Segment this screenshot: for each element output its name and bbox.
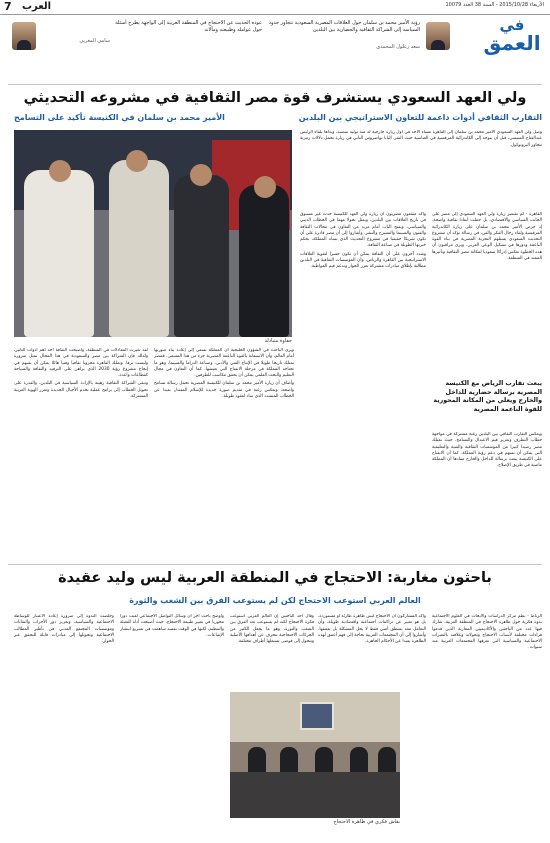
section-title-line2: العمق bbox=[483, 31, 541, 55]
paragraph: وقال أحد الباحثين إن العالم العربي استوعب فكرة الاحتجاج لكنه لم يستوعب بعد الفرق بين الشغب والثورة، وهو ما يجعل الكثير من الحركات الاحتجاجية تنحرف عن أهدافها الأصلية وتتحول إلى فوضى تستغلها أطراف مختلفة. bbox=[230, 614, 314, 645]
paragraph: وخلصت الندوة إلى ضرورة إعادة الاعتبار للوساطة الاجتماعية والسياسية، وتعزيز دور الأحزاب والنقابات ومؤسسات المجتمع المدني في تأطير المطالب الاجتماعية وتحويلها إلى مبادرات قابلة للتحقق عبر الحوار. bbox=[14, 614, 114, 645]
subhead-right: التقارب الثقافي أدوات داعمة للتعاون الاستراتيجي بين البلدين bbox=[298, 113, 542, 122]
author-byline: سعد زغلول المحمدي bbox=[376, 44, 420, 50]
paragraph: الرباط - نظم مركز الدراسات والأبحاث في العلوم الاجتماعية ندوة فكرية حول ظاهرة الاحتجاج في المنطقة العربية، شارك فيها عدد من الباحثين والأكاديميين المغاربة الذين قدموا قراءات مختلفة لأسباب الاحتجاج وتحولاته وعلاقته بالتغيرات الاجتماعية والسياسية التي تعرفها المجتمعات العربية منذ سنوات. bbox=[432, 614, 542, 651]
divider bbox=[8, 84, 542, 85]
photo-caption: حفاوة متبادلة bbox=[264, 338, 292, 344]
story-subheads bbox=[8, 113, 542, 127]
newspaper-logo: العرب bbox=[22, 1, 52, 12]
photo-caption: نقاش فكري في ظاهرة الاحتجاج bbox=[333, 819, 400, 825]
story-photo bbox=[14, 130, 292, 337]
author-portrait bbox=[12, 22, 36, 50]
teaser-text: رؤية الأمير محمد بن سلمان حول العلاقات المصرية السعودية تتجاوز حدود السياسة إلى الشراكة الثقافية والحضارية بين البلدين bbox=[268, 20, 420, 34]
paragraph: القاهرة - لم تقتصر زيارة ولي العهد السعودي إلى مصر على الجانب السياسي والاقتصادي، بل حملت أبعادا ثقافية واضحة، إذ حرص الأمير محمد بن سلمان على زيارة الكاتدرائية المرقسية ولقاء رجال الفكر والفن، في رسالة تؤكد أن مشروع التحديث السعودي يستلهم التجربة المصرية في بناء القوة الناعمة ودورها في تشكيل الوعي العربي. ويرى مراقبون أن هذه الخطوة تعكس إدراكا سعوديا لمكانة مصر الثقافية وتأثيرها الممتد في المنطقة. bbox=[432, 212, 542, 262]
article-column bbox=[14, 348, 148, 560]
article-column bbox=[154, 348, 294, 560]
paragraph: وأكد مثقفون مصريون أن زيارة ولي العهد للكنيسة حدث غير مسبوق في تاريخ العلاقات بين البلدين، ويمثل تحولا مهما في الخطاب الديني والسياسي، ويفتح الباب أمام مزيد من التعاون في مجالات الثقافة والفنون والسينما والمسرح والنشر. وأشاروا إلى أن مصر قادرة على أن تكون شريكا حقيقيا في مشروع التحديث الذي تتبناه المملكة، بحكم خبرتها الطويلة في صناعة الثقافة. bbox=[300, 212, 426, 249]
story-subhead: العالم العربي استوعب الاحتجاج لكن لم يستوعب الفرق بين الشغب والثورة bbox=[129, 596, 421, 605]
section-title-line1: في bbox=[499, 16, 525, 34]
article-column bbox=[230, 614, 314, 688]
paragraph: ويعكس التقارب الثقافي بين البلدين رغبة مشتركة في مواجهة خطاب التطرف وتعزيز قيم الاعتدال والتسامح، حيث تمتلك مصر رصيدا كبيرا من المؤسسات الثقافية والفنية والتعليمية التي يمكن أن تسهم في دعم رؤية المملكة. كما أن الانفتاح على الكنيسة يبعث برسالة للداخل والخارج مفادها أن المملكة ماضية في طريق الإصلاح. bbox=[432, 432, 542, 469]
story-headline: ولي العهد السعودي يستشرف قوة مصر الثقافية في مشروعه التحديثي bbox=[23, 90, 527, 106]
article-column bbox=[300, 212, 426, 560]
paragraph: وتبقى الشراكة الثقافية رهينة بالإرادة السياسية في البلدين، والقدرة على تحويل الخطاب إلى برامج عملية تخدم الأجيال الجديدة وتعزز الهوية العربية المشتركة. bbox=[14, 381, 148, 400]
author-byline: سامي المغربي bbox=[79, 38, 110, 44]
paragraph: وأكد المشاركون أن الاحتجاج ليس ظاهرة طارئة أو مستوردة، بل هو تعبير عن تراكمات اجتماعية واقتصادية طويلة، وأن التعامل معه بمنطق أمني فقط لا يحل المشكلة بل يعمقها. وأشاروا إلى أن المجتمعات العربية بحاجة إلى فهم أعمق لهذه الظاهرة بعيدا عن الأحكام الجاهزة. bbox=[318, 614, 426, 645]
page-header-bar bbox=[0, 0, 550, 15]
article-column bbox=[318, 614, 426, 688]
article-column bbox=[432, 614, 542, 836]
article-column bbox=[14, 614, 114, 836]
story-lede: وصل ولي العهد السعودي الأمير محمد بن سلمان إلى القاهرة مساء الأحد في أول زيارة خارجية له منذ توليه منصبه، وبدأها بلقاء الرئيس عبدالفتاح السيسي، قبل أن يتوجه إلى الكاتدرائية المرقسية في العباسية حيث التقى البابا تواضروس الثاني في زيارة تحمل دلالات رمزية تتجاوز البروتوكول. bbox=[300, 130, 542, 148]
section-title bbox=[482, 18, 542, 53]
paragraph: ويرى الباحث في الشؤون الخليجية أن المملكة تسعى إلى إعادة بناء صورتها أمام العالم، وأن الاستعانة بالقوة الناعمة المصرية جزء من هذا المسعى. فمصر تمتلك تاريخا طويلا في الإنتاج الفني والأدبي، وصناعة الدراما والسينما، وهو ما تحتاجه المملكة في مرحلة الانفتاح التي تعيشها. كما أن التعاون في مجال التعليم والبحث العلمي يمكن أن يحقق مكاسب للطرفين. bbox=[154, 348, 294, 379]
paragraph: وشدد آخرون على أن الثقافة يمكن أن تكون جسرا لتقوية العلاقات الاستراتيجية بين القاهرة والرياض، وأن المؤسسات الثقافية في البلدين مطالبة بإطلاق مبادرات مشتركة تعزز الحوار وتدعم قيم المواطنة. bbox=[300, 251, 426, 270]
section-masthead bbox=[0, 16, 550, 64]
subhead-left: الأمير محمد بن سلمان في الكنيسة تأكيد على التسامح bbox=[14, 113, 225, 122]
paragraph: لقد تغيرت المعادلات في المنطقة، وأصبحت الثقافة أحد أهم أدوات التأثير، ولذلك فإن الشراكة بين مصر والسعودية في هذا المجال تمثل ضرورة وليست ترفا. وتملك القاهرة مخزونا ثقافيا وفنيا هائلا يمكن أن يسهم في إنجاح مشروع رؤية 2030 الذي يراهن على الترفيه والثقافة والسياحة كقطاعات واعدة. bbox=[14, 348, 148, 379]
article-column bbox=[120, 614, 224, 836]
teaser-text: عودة الحديث عن الاحتجاج في المنطقة العربية إلى الواجهة يطرح أسئلة حول عوامله وطبيعته ومآلاته bbox=[115, 20, 262, 34]
divider bbox=[8, 564, 542, 565]
story-headline: باحثون مغاربة: الاحتجاج في المنطقة العربية ليس وليد عقيدة bbox=[58, 570, 492, 586]
author-portrait bbox=[426, 22, 450, 50]
paragraph: وأوضح باحث آخر أن وسائل التواصل الاجتماعي لعبت دورا محوريا في تغيير طبيعة الاحتجاج، حيث أصبحت أداة للتعبئة والتنظيم، لكنها في الوقت نفسه ساهمت في تسريع انتشار الإشاعات. bbox=[120, 614, 224, 638]
story-photo bbox=[230, 692, 400, 818]
issue-info: الأربعاء 2015/10/28 - السنة 38 العدد 10079 bbox=[445, 2, 544, 8]
pull-quote: يبعث تقارب الرياض مع الكنيسة المصرية برسالة حضارية للداخل والخارج ويعلي من المكانة المحورية للقوة الناعمة المصرية bbox=[433, 380, 542, 413]
page-number: 7 bbox=[4, 0, 12, 13]
article-column bbox=[432, 212, 542, 377]
paragraph: وأضاف أن زيارة الأمير محمد بن سلمان للكنيسة المصرية تحمل رسالة تسامح واضحة، وتعكس رغبة في تقديم صورة جديدة للإسلام المعتدل بعيدا عن الخطاب المتشدد الذي ساد لعقود طويلة. bbox=[154, 381, 294, 400]
article-column bbox=[432, 432, 542, 560]
